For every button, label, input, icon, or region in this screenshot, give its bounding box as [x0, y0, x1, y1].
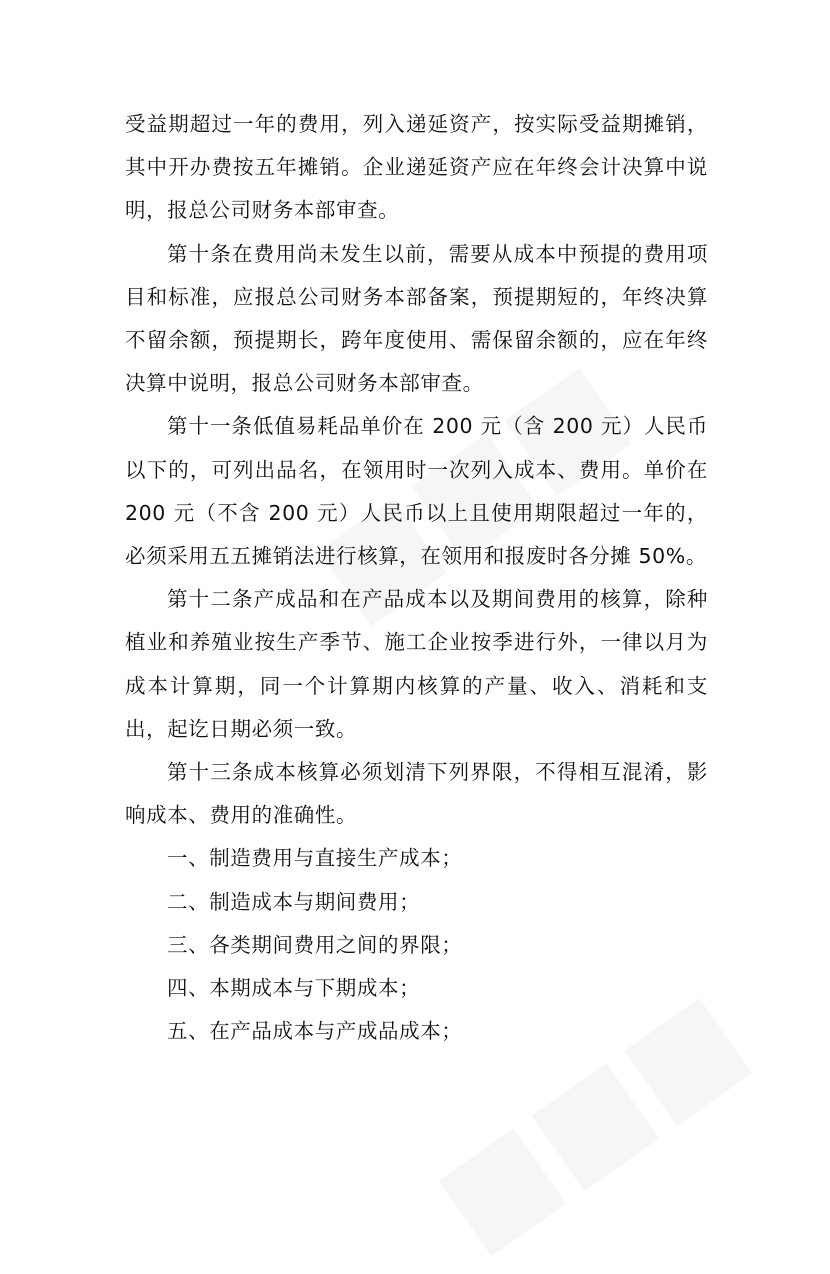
paragraph-article-11: 第十一条低值易耗品单价在 200 元（含 200 元）人民币以下的，可列出品名，在领用时一次列入成本、费用。单价在 200 元（不含 200 元）人民币以上且使用期限超过一年的，必须采用五五摊销法进行核算，在领用和报废时各分摊 50%。 [125, 414, 708, 569]
list-item: 三、各类期间费用之间的界限； [167, 932, 463, 957]
document-body [125, 103, 708, 1053]
paragraph-article-13: 第十三条成本核算必须划清下列界限，不得相互混淆，影响成本、费用的准确性。 [125, 760, 708, 828]
list-item: 四、本期成本与下期成本； [167, 976, 421, 1001]
paragraph-article-12: 第十二条产成品和在产品成本以及期间费用的核算，除种植业和养殖业按生产季节、施工企业按季进行外，一律以月为成本计算期，同一个计算期内核算的产量、收入、消耗和支出，起讫日期必须一致。 [125, 587, 708, 741]
list-item: 一、制造费用与直接生产成本； [167, 846, 463, 871]
list-item: 二、制造成本与期间费用； [167, 889, 421, 914]
paragraph-article-10: 第十条在费用尚未发生以前，需要从成本中预提的费用项目和标准，应报总公司财务本部备案，预提期短的，年终决算不留余额，预提期长，跨年度使用、需保留余额的，应在年终决算中说明，报总公司财务本部审查。 [125, 241, 708, 396]
list-item: 五、在产品成本与产成品成本； [167, 1019, 463, 1044]
paragraph-carryover: 受益期超过一年的费用，列入递延资产，按实际受益期摊销，其中开办费按五年摊销。企业递延资产应在年终会计决算中说明，报总公司财务本部审查。 [125, 112, 708, 223]
